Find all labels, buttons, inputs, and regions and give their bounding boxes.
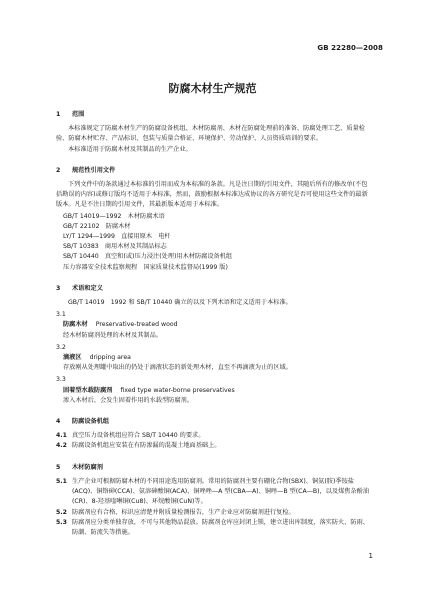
term-number: 3.2 (56, 343, 66, 351)
term-english: dripping area (89, 354, 131, 362)
reference-item: GB/T 22102 防腐木材 (63, 222, 131, 230)
reference-item: 压力容器安全技术监察规程 国家质量技术监督局(1999 版) (63, 263, 228, 271)
clause-number: 4.2 (56, 442, 67, 450)
page-number: 1 (368, 552, 373, 560)
section-heading-scope: 1 范围 (56, 111, 85, 118)
section-heading-terms: 3 术语和定义 (56, 284, 103, 292)
term-title (56, 320, 373, 330)
term-number: 3.3 (56, 376, 66, 384)
term-chinese: 防腐木材 (63, 321, 88, 329)
section-heading-preservatives: 5 木材防腐剂 (56, 463, 103, 471)
clause-text: 防腐剂应有合格、标识应清楚并附质量检测报告，生产企业应对防腐剂进行复检。 (72, 508, 295, 516)
scope-paragraph: 本标准规定了防腐木材生产的防腐设备机组、木材防腐剂、木材在防腐处理前的准备、防腐处理工艺、质量检验、防腐木材贮存、产品标识、包装与质量合格证、环境保护、劳动保护、人员资质培训的要求。 (56, 125, 365, 143)
clause-text: 防腐设备机组应安装在有防渗漏的混凝土地面基础上。 (72, 442, 221, 450)
clause-number: 5.1 (56, 477, 67, 485)
reference-item: GB/T 14019—1992 木材防腐术语 (63, 212, 165, 220)
document-title: 防腐木材生产规范 (168, 82, 257, 95)
clause-item (56, 508, 373, 518)
terms-intro: GB/T 14019 1992 和 SB/T 10440 确立的以及下列术语和定义适用于本标准。 (68, 299, 292, 307)
clause-text: 真空压力设备机组应符合 SB/T 10440 的要求。 (72, 432, 205, 440)
term-number: 3.1 (56, 311, 66, 319)
document-body (56, 110, 373, 538)
term-english: fixed type water-borne preservatives (120, 386, 235, 394)
scope-applicability: 本标准适用于防腐木材及其制品的生产企业。 (68, 145, 192, 153)
standard-number: GB 22280—2008 (317, 44, 383, 52)
term-definition: 渗入木材后，会发生固着作用的水载型防腐剂。 (63, 396, 193, 404)
term-definition: 存放刚从处理罐中取出的仍处于滴液状态的新处理木材，直至不再滴液为止的区域。 (63, 364, 292, 372)
clause-item (56, 477, 373, 508)
references-intro: 下列文件中的条款通过本标准的引用而成为本标准的条款。凡是注日期的引用文件，其随后所有的修改单(不包括勘误的内容)或修订版均不适用于本标准，然而，鼓励根据本标准达成协议的各方研究是否可使用这些文件的最新版本。凡是不注日期的引用文件，其最新版本适用于本标准。 (56, 181, 368, 209)
reference-item: SB/T 10383 商用木材及其制品标志 (63, 243, 167, 251)
term-definition: 经木材防腐剂处理的木材及其制品。 (63, 331, 162, 339)
clause-item (56, 431, 373, 441)
clause-number: 5.2 (56, 508, 67, 516)
term-english: Preservative-treated wood (95, 321, 178, 329)
reference-item: SB/T 10440 真空和(或)压力浸注(处理)用木材防腐设备机组 (63, 253, 233, 261)
term-chinese: 固着型水载防腐剂 (63, 386, 113, 394)
term-title (56, 353, 373, 363)
clause-item (56, 518, 373, 538)
term-chinese: 滴液区 (63, 354, 82, 362)
reference-item: LY/T 1294—1999 直接用原木 电杆 (63, 233, 171, 241)
clause-item (56, 441, 373, 451)
clause-text: 防腐剂应分类单独存放，不可与其他物品混放。防腐剂仓库应封闭上锁，建立进出库制度，落实防火、防雨、防潮、防流失等措施。 (72, 518, 369, 536)
section-heading-equipment: 4 防腐设备机组 (56, 418, 110, 426)
clause-number: 5.3 (56, 518, 67, 526)
section-heading-normative-references: 2 规范性引用文件 (56, 166, 116, 174)
clause-number: 4.1 (56, 432, 67, 440)
clause-text: 生产企业可根据防腐木材的不同用途选用防腐剂。常用的防腐剂主要有硼化合物(SBX)、铜氨(胺)季铵盐(ACQ)、铜铬砷(CCA)、氨溶砷酸铜(ACA)、铜唑唑—A 型(CBA—A)、铜唑—B 型(CA—B)，以及煤焦杂酚油(CR)、8-羟基喹啉铜(Cu8)、环烷酸铜(CuN)等。 (72, 477, 370, 506)
reference-list (56, 212, 373, 273)
term-title (56, 386, 373, 396)
